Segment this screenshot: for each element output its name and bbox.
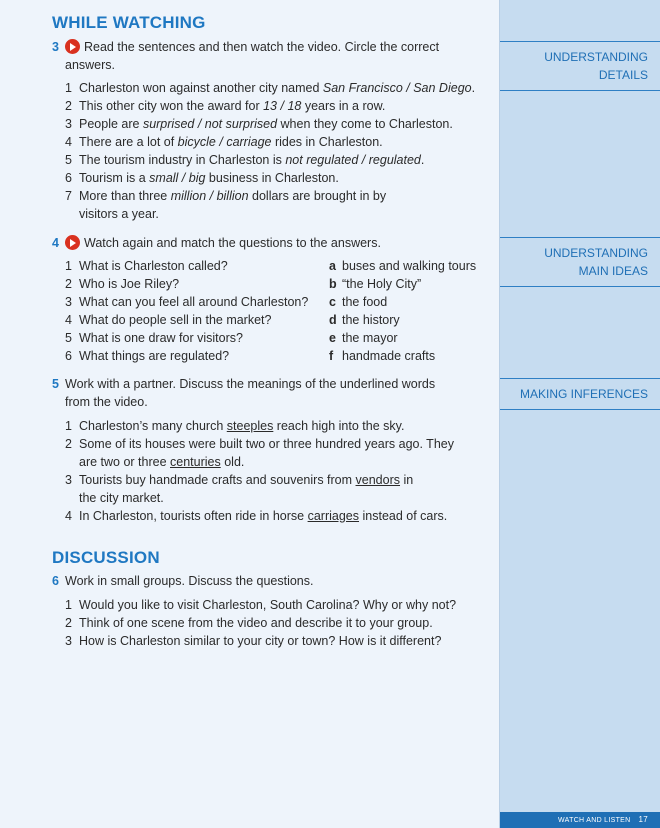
task-instruction: Work with a partner. Discuss the meanings of the underlined words (65, 377, 436, 391)
task-number: 4 (52, 236, 59, 250)
task-3-list (65, 79, 475, 223)
match-question: What is Charleston called? (79, 259, 228, 273)
list-item: 3 Tourists buy handmade crafts and souvenirs from vendors in the city market. (65, 473, 414, 505)
list-item: 3 How is Charleston similar to your city or town? How is it different? (65, 634, 442, 648)
task-5-list (65, 417, 454, 525)
match-question: Who is Joe Riley? (79, 277, 180, 291)
answer-option[interactable]: San Diego (413, 81, 472, 95)
answer-option[interactable]: carriage (226, 135, 272, 149)
list-item: 1 Charleston won against another city named San Francisco / San Diego. (65, 81, 476, 95)
task-3 (52, 38, 452, 74)
answer-option[interactable]: 13 (263, 99, 278, 113)
underlined-word: steeples (226, 419, 274, 433)
task-instruction: Work in small groups. Discuss the questions. (65, 574, 314, 588)
section-heading-discussion: DISCUSSION (52, 548, 160, 567)
answer-option[interactable]: billion (216, 189, 249, 203)
footer-section: WATCH AND LISTEN (558, 817, 631, 824)
list-item: 5 The tourism industry in Charleston is not regulated / regulated. (65, 153, 425, 167)
list-item: 6 Tourism is a small / big business in Charleston. (65, 171, 339, 185)
task-number: 3 (52, 40, 59, 54)
answer-option[interactable]: not surprised (204, 117, 278, 131)
answer-option[interactable]: million (170, 189, 207, 203)
match-answer: “the Holy City” (342, 277, 422, 291)
list-item: 1 Would you like to visit Charleston, South Carolina? Why or why not? (65, 598, 457, 612)
play-icon[interactable] (65, 235, 80, 250)
play-icon[interactable] (65, 39, 80, 54)
match-row: 4 What do people sell in the market? d the history (65, 313, 400, 327)
task-instruction: Read the sentences and then watch the video. Circle the correct answers. (65, 40, 440, 72)
page-footer (500, 812, 660, 828)
sidebar-label-understanding-main-ideas: UNDERSTANDING MAIN IDEAS (500, 237, 660, 287)
match-question: What can you feel all around Charleston? (79, 295, 309, 309)
answer-option[interactable]: regulated (368, 153, 421, 167)
list-item: 2 This other city won the award for 13 / 18 years in a row. (65, 99, 386, 113)
list-item: 2 Some of its houses were built two or three hundred years ago. They are two or three centuries old. (65, 437, 454, 469)
list-item: 1 Charleston’s many church steeples reach high into the sky. (65, 419, 405, 433)
match-row: 3 What can you feel all around Charleston? c the food (65, 295, 388, 309)
list-item: 4 There are a lot of bicycle / carriage rides in Charleston. (65, 135, 383, 149)
list-item: 3 People are surprised / not surprised when they come to Charleston. (65, 117, 453, 131)
sidebar-label-understanding-details: UNDERSTANDING DETAILS (500, 41, 660, 91)
task-6-list (65, 596, 456, 650)
answer-option[interactable]: surprised (142, 117, 195, 131)
match-question: What do people sell in the market? (79, 313, 272, 327)
task-4-matching (65, 257, 495, 365)
match-answer: handmade crafts (342, 349, 436, 363)
match-answer: the food (342, 295, 388, 309)
match-row: 5 What is one draw for visitors? e the mayor (65, 331, 398, 345)
match-row: 2 Who is Joe Riley? b “the Holy City” (65, 277, 422, 291)
match-question: What is one draw for visitors? (79, 331, 243, 345)
answer-option[interactable]: San Francisco (322, 81, 403, 95)
list-item: 4 In Charleston, tourists often ride in horse carriages instead of cars. (65, 509, 448, 523)
sidebar-column (499, 0, 660, 828)
list-item: 7 More than three million / billion dollars are brought in by visitors a year. (65, 189, 387, 221)
page-number: 17 (638, 815, 648, 824)
match-answer: the mayor (342, 331, 398, 345)
answer-option[interactable]: not regulated (285, 153, 359, 167)
match-question: What things are regulated? (79, 349, 230, 363)
underlined-word: vendors (355, 473, 401, 487)
task-4 (52, 234, 472, 252)
sidebar-label-making-inferences: MAKING INFERENCES (500, 378, 660, 410)
underlined-word: centuries (170, 455, 221, 469)
task-number: 5 (52, 377, 59, 391)
task-instruction: Watch again and match the questions to the answers. (84, 236, 381, 250)
list-item: 2 Think of one scene from the video and describe it to your group. (65, 616, 433, 630)
answer-option[interactable]: small (149, 171, 179, 185)
task-5: 5 Work with a partner. Discuss the meanings of the underlined words from the video. (52, 377, 436, 409)
answer-option[interactable]: 18 (287, 99, 302, 113)
match-answer: the history (342, 313, 400, 327)
match-answer: buses and walking tours (342, 259, 477, 273)
section-heading-while-watching: WHILE WATCHING (52, 13, 206, 32)
task-6 (52, 572, 472, 590)
match-row: 6 What things are regulated? f handmade crafts (65, 349, 436, 363)
answer-option[interactable]: bicycle (177, 135, 216, 149)
task-number: 6 (52, 574, 59, 588)
answer-option[interactable]: big (188, 171, 206, 185)
underlined-word: carriages (307, 509, 360, 523)
match-row: 1 What is Charleston called? a buses and walking tours (65, 259, 477, 273)
